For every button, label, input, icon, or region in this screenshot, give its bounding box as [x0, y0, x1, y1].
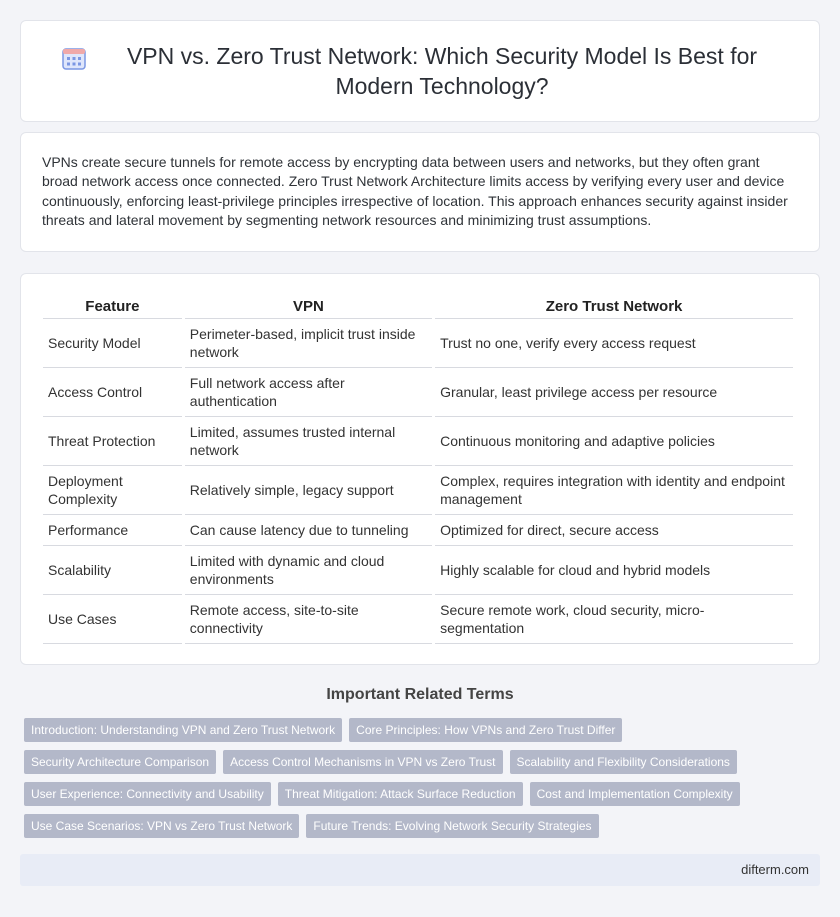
table-row: [43, 417, 793, 466]
related-terms-list: [24, 718, 824, 846]
related-term-tag[interactable]: Introduction: Understanding VPN and Zero Trust Network: [24, 718, 342, 742]
title-card: [20, 20, 820, 122]
table-cell: Relatively simple, legacy support: [185, 466, 432, 515]
table-cell: Trust no one, verify every access request: [435, 319, 793, 368]
intro-paragraph: VPNs create secure tunnels for remote access by encrypting data between users and networks, but they often grant broad network access once connected. Zero Trust Network Architecture limits access by verifying every user and device continuously, enforcing least-privilege principles irrespective of location. This approach enhances security against insider threats and lateral movement by segmenting network resources and minimizing trust assumptions.: [42, 154, 788, 229]
related-term-tag[interactable]: Access Control Mechanisms in VPN vs Zero Trust: [223, 750, 502, 774]
related-term-tag[interactable]: Future Trends: Evolving Network Security Strategies: [306, 814, 598, 838]
table-cell: Scalability: [43, 546, 182, 595]
related-term-tag[interactable]: Core Principles: How VPNs and Zero Trust Differ: [349, 718, 622, 742]
related-terms-heading: Important Related Terms: [326, 686, 514, 703]
related-term-tag[interactable]: Cost and Implementation Complexity: [530, 782, 740, 806]
table-cell: Secure remote work, cloud security, micro-segmentation: [435, 595, 793, 644]
calendar-grid-icon: [61, 45, 87, 71]
table-row: [43, 319, 793, 368]
table-cell: Perimeter-based, implicit trust inside network: [185, 319, 432, 368]
comparison-table: [40, 293, 796, 644]
table-cell: Full network access after authentication: [185, 368, 432, 417]
comparison-table-card: [20, 273, 820, 665]
table-cell: Remote access, site-to-site connectivity: [185, 595, 432, 644]
related-term-tag[interactable]: Security Architecture Comparison: [24, 750, 216, 774]
table-header-row: [43, 293, 793, 319]
footer-site-link[interactable]: difterm.com: [741, 862, 809, 877]
footer: [20, 854, 820, 886]
table-cell: Security Model: [43, 319, 182, 368]
header-zero-trust: Zero Trust Network: [435, 293, 793, 319]
table-cell: Complex, requires integration with identity and endpoint management: [435, 466, 793, 515]
related-term-tag[interactable]: Threat Mitigation: Attack Surface Reduction: [278, 782, 523, 806]
table-row: [43, 595, 793, 644]
related-term-tag[interactable]: Scalability and Flexibility Considerations: [510, 750, 737, 774]
page-title: VPN vs. Zero Trust Network: Which Security Model Is Best for Modern Technology?: [126, 43, 758, 99]
table-cell: Threat Protection: [43, 417, 182, 466]
table-cell: Optimized for direct, secure access: [435, 515, 793, 546]
table-row: [43, 466, 793, 515]
related-term-tag[interactable]: Use Case Scenarios: VPN vs Zero Trust Network: [24, 814, 299, 838]
table-row: [43, 515, 793, 546]
table-row: [43, 546, 793, 595]
header-vpn: VPN: [185, 293, 432, 319]
title-row: [21, 21, 819, 121]
table-cell: Access Control: [43, 368, 182, 417]
related-term-tag[interactable]: User Experience: Connectivity and Usability: [24, 782, 271, 806]
table-cell: Can cause latency due to tunneling: [185, 515, 432, 546]
table-cell: Deployment Complexity: [43, 466, 182, 515]
table-row: [43, 368, 793, 417]
table-cell: Continuous monitoring and adaptive policies: [435, 417, 793, 466]
table-cell: Granular, least privilege access per resource: [435, 368, 793, 417]
intro-card: [20, 132, 820, 252]
table-cell: Limited, assumes trusted internal network: [185, 417, 432, 466]
table-cell: Performance: [43, 515, 182, 546]
header-feature: Feature: [43, 293, 182, 319]
table-cell: Limited with dynamic and cloud environments: [185, 546, 432, 595]
table-cell: Use Cases: [43, 595, 182, 644]
table-cell: Highly scalable for cloud and hybrid models: [435, 546, 793, 595]
